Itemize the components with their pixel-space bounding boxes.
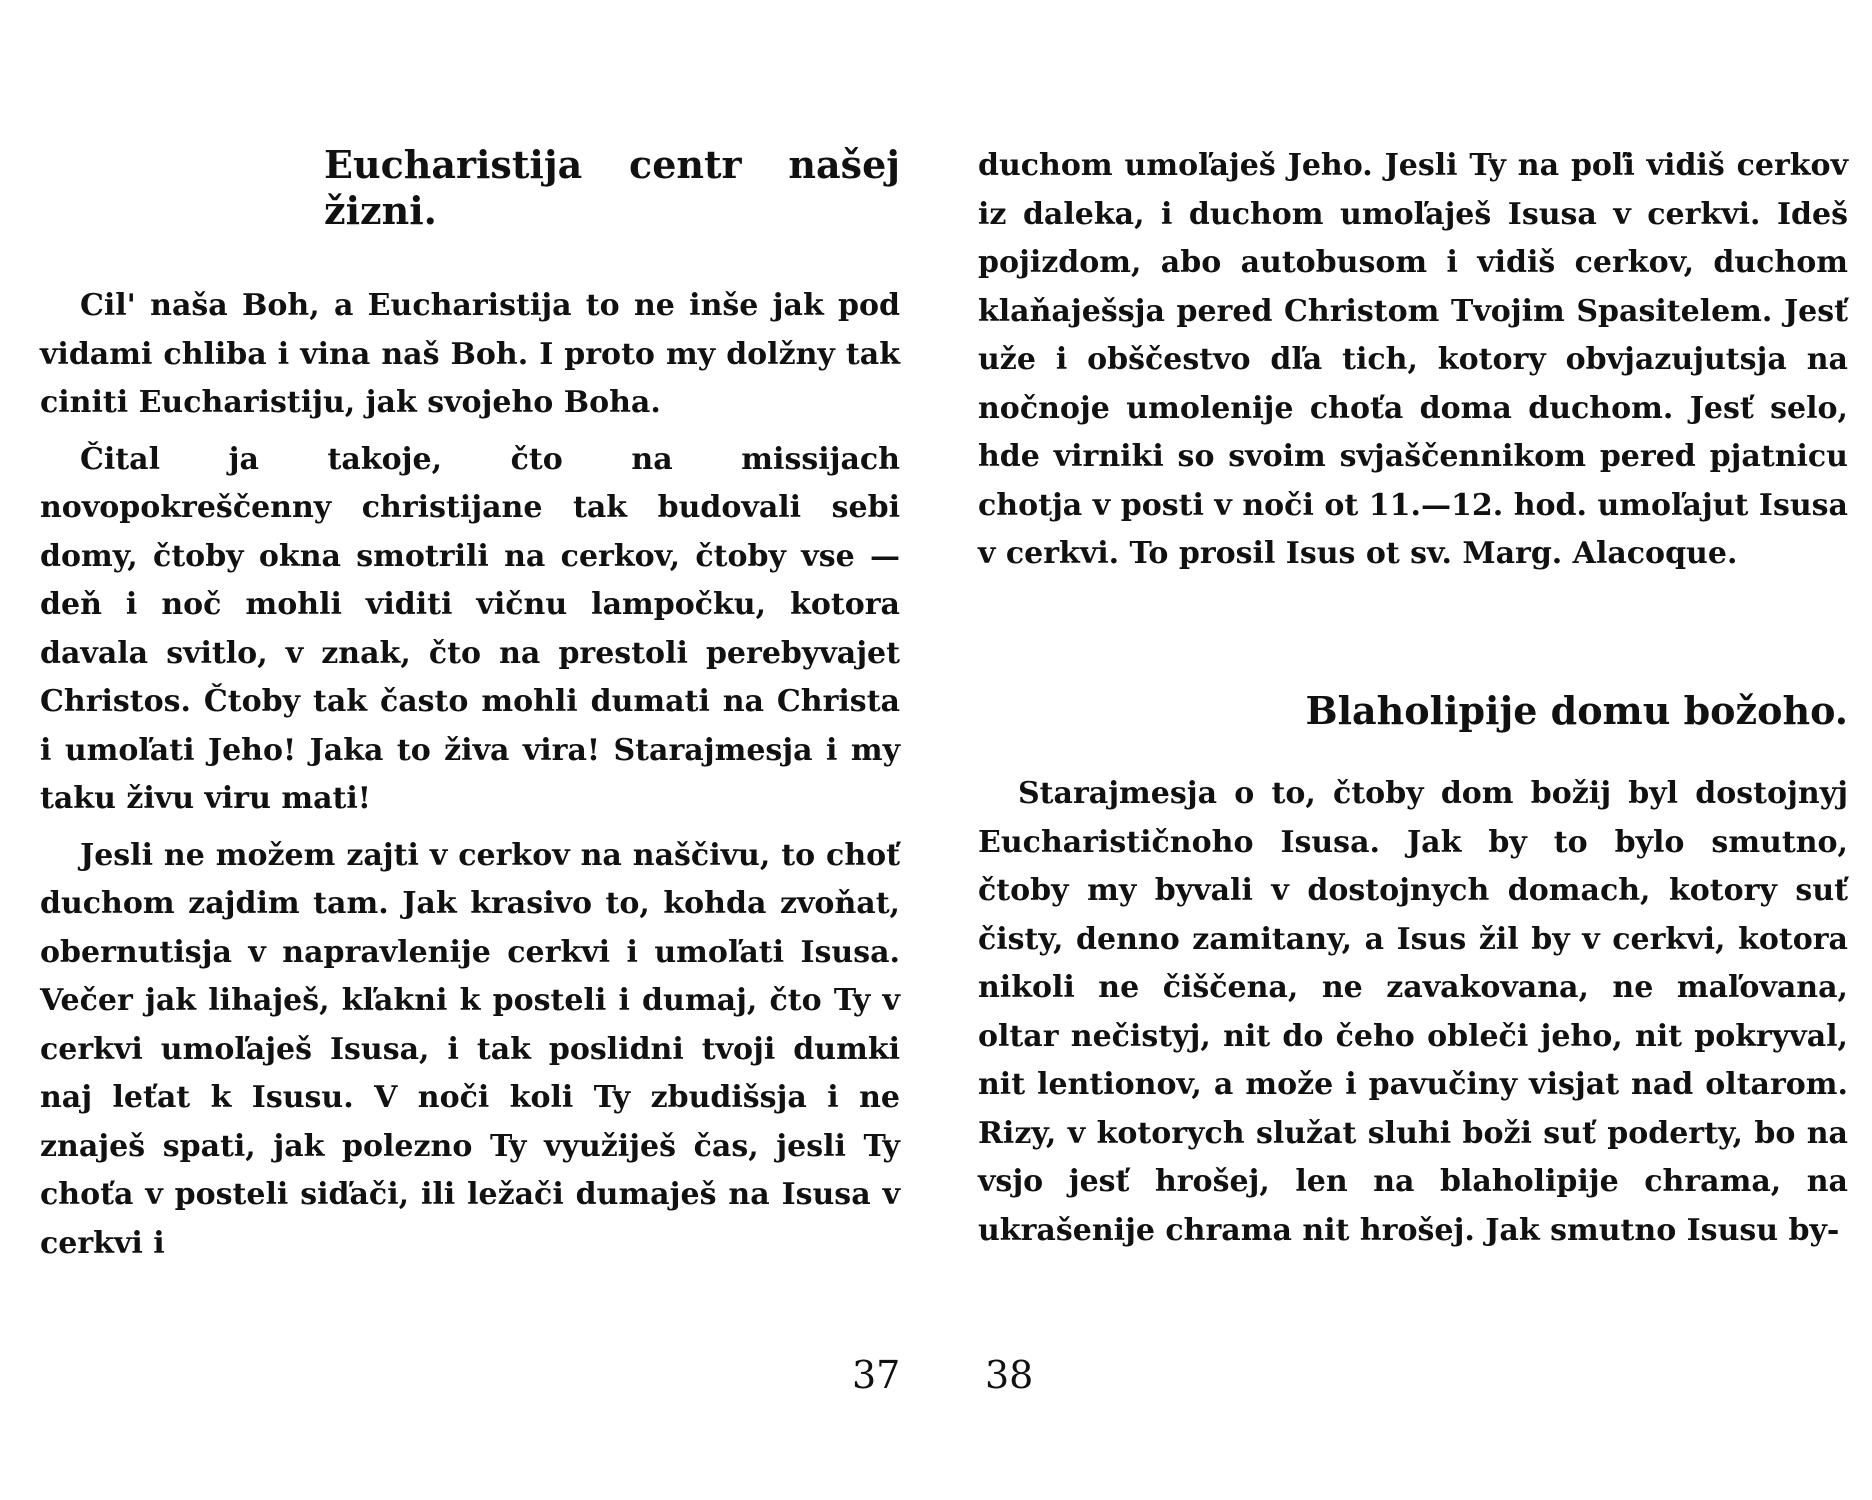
left-page-body: [40, 282, 900, 1268]
left-paragraph-3: Jesli ne možem zajti v cerkov na naščivu, to choť duchom zajdim tam. Jak krasivo to, kohda zvoňat, obernutisja v napravlenije cerkvi i umoľati Isusa. Večer jak lihaješ, kľakni k posteli i dumaj, čto Ty v cerkvi umoľaješ Isusa, i tak poslidni tvoji dumki naj leťat k Isusu. V noči koli Ty zbudišsja i ne znaješ spati, jak polezno Ty využiješ čas, jesli Ty choťa v posteli siďači, ili ležači dumaješ na Isusa v cerkvi i: [40, 837, 900, 1261]
page-number-right: 38: [985, 1353, 1034, 1397]
left-paragraph-2: Čital ja takoje, čto na missijach novopokreščenny christijane tak budovali sebi domy, čtoby okna smotrili na cerkov, čtoby vse — deň i noč mohli viditi vičnu lampočku, kotora davala svitlo, v znak, čto na prestoli perebyvajet Christos. Čtoby tak často mohli dumati na Christa i umoľati Jeho! Jaka to živa vira! Starajmesja i my taku živu viru mati!: [40, 441, 900, 816]
left-page: [40, 0, 900, 1500]
left-paragraph-1: Cil' naša Boh, a Eucharistija to ne inše jak pod vidami chliba i vina naš Boh. I proto my dolžny tak ciniti Eucharistiju, jak svojeho Boha.: [40, 288, 900, 420]
right-page-continuation: [978, 142, 1848, 579]
right-paragraph-1: duchom umoľaješ Jeho. Jesli Ty na poľi vidiš cerkov iz daleka, i duchom umoľaješ Isusa v cerkvi. Ideš pojizdom, abo autobusom i vidiš cerkov, duchom klaňaješsja pered Christom Tvojim Spasitelem. Jesť uže i obščestvo dľa tich, kotory obvjazujutsja na nočnoje umolenije choťa doma duchom. Jesť selo, hde virniki so svoim svjaščennikom pered pjatnicu chotja v posti v noči ot 11.—12. hod. umoľajut Isusa v cerkvi. To prosil Isus ot sv. Marg. Alacoque.: [978, 148, 1848, 571]
right-page-body: [978, 770, 1848, 1255]
right-paragraph-2: Starajmesja o to, čtoby dom božij byl dostojnyj Eucharističnoho Isusa. Jak by to bylo smutno, čtoby my byvali v dostojnych domach, kotory suť čisty, denno zamitany, a Isus žil by v cerkvi, kotora nikoli ne čiščena, ne zavakovana, ne maľovana, oltar nečistyj, nit do čeho obleči jeho, nit pokryval, nit lentionov, a može i pavučiny visjat nad oltarom. Rizy, v kotorych služat sluhi boži suť poderty, bo na vsjo jesť hrošej, len na blaholipije chrama, na ukrašenije chrama nit hrošej. Jak smutno Isusu by-: [978, 776, 1848, 1248]
right-page-heading: Blaholipije domu božoho.: [1305, 688, 1848, 733]
right-page: [978, 0, 1848, 1500]
page-number-left: 37: [852, 1353, 901, 1397]
left-page-heading: Eucharistija centr našej žizni.: [324, 142, 900, 233]
